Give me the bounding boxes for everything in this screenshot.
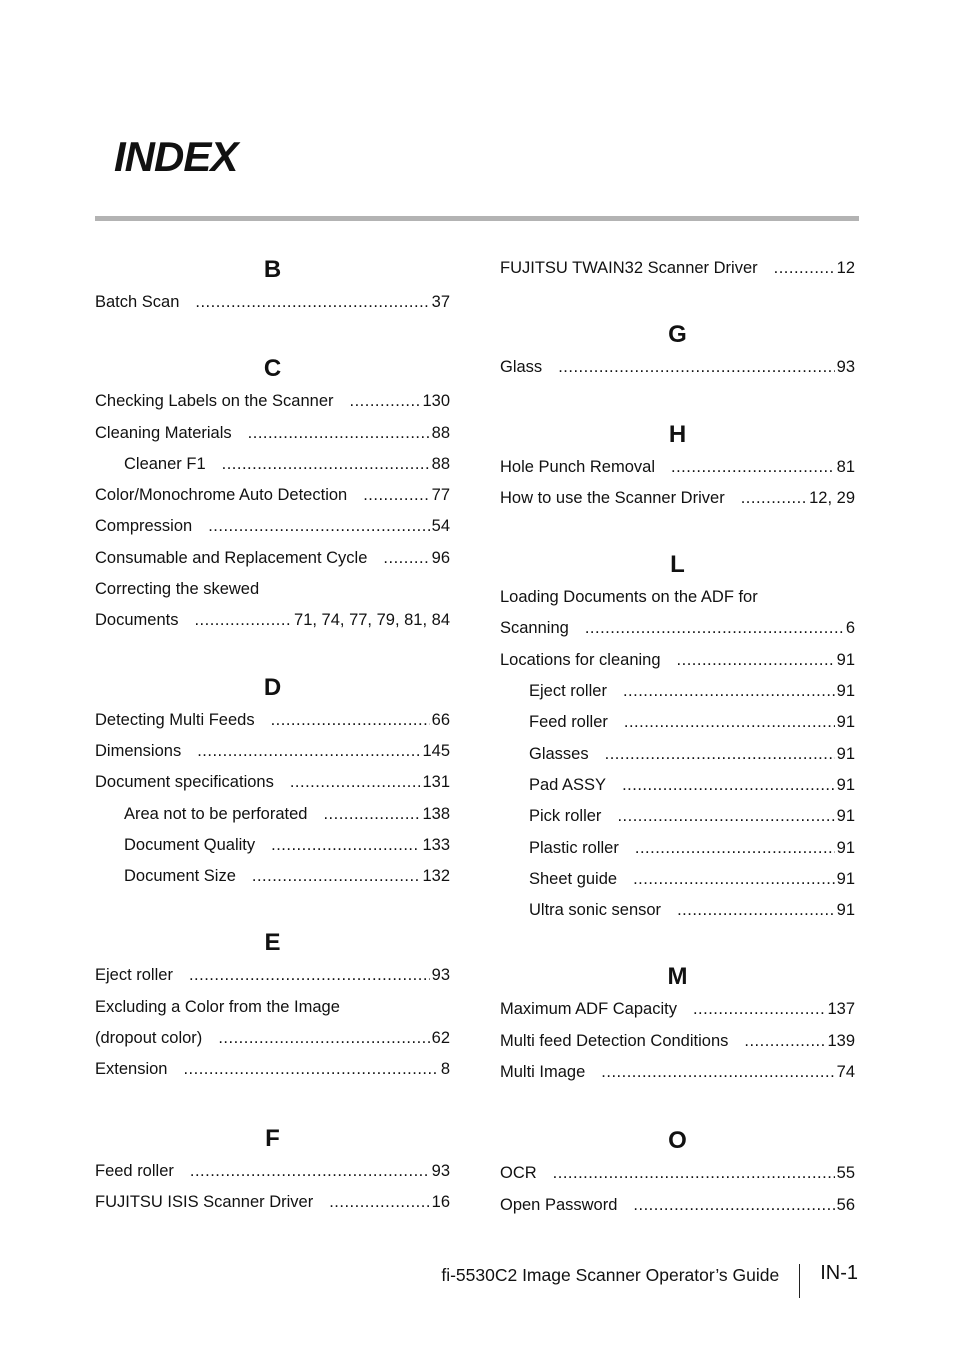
- entry-page: 91: [836, 650, 855, 669]
- entry-page: 93: [836, 358, 855, 377]
- index-entry[interactable]: [95, 736, 450, 767]
- entry-term: OCR: [500, 1164, 537, 1183]
- entry-page: 145: [422, 741, 450, 760]
- index-subentry[interactable]: [500, 707, 855, 738]
- index-entry[interactable]: [500, 253, 855, 284]
- page-footer: [441, 1258, 858, 1292]
- index-letter-b: B: [263, 256, 282, 283]
- entry-page: 6: [845, 619, 855, 638]
- entry-page: 132: [422, 867, 450, 886]
- entry-term: Cleaning Materials: [95, 423, 232, 442]
- index-entry[interactable]: [95, 511, 450, 542]
- entry-page: 138: [422, 804, 450, 823]
- index-entry[interactable]: [95, 705, 450, 736]
- title-divider: [95, 216, 859, 221]
- index-entry[interactable]: [500, 1057, 855, 1088]
- entry-term: Glasses: [529, 744, 589, 763]
- index-entry[interactable]: [95, 543, 450, 574]
- entry-term: Feed roller: [529, 713, 608, 732]
- index-entry[interactable]: [95, 480, 450, 511]
- index-entry[interactable]: [95, 960, 450, 991]
- index-letter-e: E: [264, 929, 281, 957]
- index-subentry[interactable]: [500, 864, 855, 895]
- index-entry[interactable]: [95, 605, 450, 636]
- entry-page: 93: [431, 1161, 450, 1180]
- index-entry[interactable]: [500, 352, 855, 383]
- index-entry[interactable]: [500, 483, 855, 514]
- index-letter-c: C: [263, 355, 282, 383]
- entry-term: Feed roller: [95, 1161, 174, 1180]
- index-subentry[interactable]: [500, 770, 855, 801]
- index-entry[interactable]: [500, 452, 855, 483]
- entry-term: Document specifications: [95, 773, 274, 792]
- index-subentry[interactable]: [95, 799, 450, 830]
- entry-term: Cleaner F1: [124, 454, 206, 473]
- entry-page: 91: [836, 713, 855, 732]
- entry-page: 37: [431, 293, 450, 311]
- index-letter-l: L: [670, 551, 685, 579]
- entry-term: Compression: [95, 517, 193, 536]
- entry-page: 74: [836, 1063, 855, 1082]
- entry-term: Plastic roller: [529, 838, 619, 857]
- entry-term: How to use the Scanner Driver: [500, 488, 725, 507]
- index-entry[interactable]: [500, 1190, 855, 1221]
- footer-guide-title: fi-5530C2 Image Scanner Operator’s Guide: [441, 1264, 780, 1285]
- entry-term: (dropout color): [95, 1029, 203, 1048]
- entry-page: 71, 74, 77, 79, 81, 84: [294, 611, 450, 630]
- index-entry[interactable]: [95, 418, 450, 449]
- entry-page: 96: [431, 548, 450, 567]
- entry-page: 137: [827, 1000, 855, 1019]
- index-entry[interactable]: [95, 1054, 450, 1085]
- index-column-right: [500, 253, 855, 1221]
- entry-term: Multi feed Detection Conditions: [500, 1031, 729, 1050]
- entry-page: 66: [431, 710, 450, 729]
- entry-term: Pick roller: [529, 807, 602, 826]
- entry-page: 55: [836, 1164, 855, 1183]
- entry-page: 91: [836, 901, 855, 920]
- index-letter-g: G: [668, 321, 687, 349]
- entry-term: Area not to be perforated: [124, 804, 308, 823]
- entry-term: Glass: [500, 358, 543, 377]
- index-entry[interactable]: [95, 767, 450, 798]
- index-entry[interactable]: [95, 1187, 450, 1218]
- index-entry-heading-line: [95, 574, 450, 605]
- entry-page: 93: [431, 966, 450, 985]
- entry-page: 91: [836, 807, 855, 826]
- entry-page: 91: [836, 744, 855, 763]
- entry-page: 62: [431, 1029, 450, 1048]
- footer-divider: [799, 1264, 800, 1298]
- entry-page: 131: [422, 773, 450, 792]
- index-entry[interactable]: [95, 287, 450, 318]
- index-entry[interactable]: [500, 613, 855, 644]
- index-letter-h: H: [668, 420, 687, 448]
- index-letter-o: O: [668, 1127, 687, 1155]
- footer-page-number: IN-1: [820, 1261, 858, 1284]
- entry-term: Scanning: [500, 619, 569, 638]
- entry-page: 133: [422, 835, 450, 854]
- index-entry[interactable]: [95, 1023, 450, 1054]
- index-entry[interactable]: [500, 1026, 855, 1057]
- entry-page: 88: [431, 454, 450, 473]
- entry-term: Consumable and Replacement Cycle: [95, 548, 368, 567]
- entry-page: 54: [431, 517, 450, 536]
- entry-page: 16: [431, 1192, 450, 1211]
- index-entry-heading-line: [500, 582, 855, 613]
- entry-term: Sheet guide: [529, 869, 618, 888]
- entry-page: 12, 29: [809, 488, 855, 507]
- entry-page: 56: [836, 1195, 855, 1214]
- entry-term: Locations for cleaning: [500, 650, 661, 669]
- entry-term: Excluding a Color from the Image: [95, 997, 340, 1016]
- entry-term: FUJITSU ISIS Scanner Driver: [95, 1192, 314, 1211]
- index-subentry[interactable]: [95, 861, 450, 892]
- entry-page: 91: [836, 838, 855, 857]
- entry-term: Document Size: [124, 867, 236, 886]
- entry-term: Batch Scan: [95, 293, 180, 311]
- entry-page: 77: [431, 486, 450, 505]
- index-letter-m: M: [667, 963, 688, 991]
- index-letter-f: F: [265, 1124, 280, 1152]
- entry-term: Correcting the skewed: [95, 580, 260, 599]
- entry-page: 91: [836, 682, 855, 701]
- entry-term: Loading Documents on the ADF for: [500, 588, 758, 607]
- entry-term: Ultra sonic sensor: [529, 901, 662, 920]
- index-subentry[interactable]: [95, 830, 450, 861]
- entry-page: 91: [836, 775, 855, 794]
- entry-page: 139: [827, 1031, 855, 1050]
- index-entry[interactable]: [500, 645, 855, 676]
- entry-page: 130: [422, 392, 450, 411]
- index-entry[interactable]: [500, 994, 855, 1025]
- index-entry-heading-line: [95, 992, 450, 1023]
- index-subentry[interactable]: [95, 449, 450, 480]
- entry-term: Extension: [95, 1060, 168, 1079]
- entry-term: Pad ASSY: [529, 775, 607, 794]
- entry-term: Hole Punch Removal: [500, 457, 655, 476]
- entry-page: 91: [836, 869, 855, 888]
- index-letter-d: D: [263, 673, 282, 701]
- entry-page: 12: [836, 259, 855, 277]
- entry-term: Open Password: [500, 1195, 618, 1214]
- entry-term: Maximum ADF Capacity: [500, 1000, 677, 1019]
- index-subentry[interactable]: [500, 676, 855, 707]
- entry-page: 8: [440, 1060, 450, 1079]
- entry-term: Dimensions: [95, 741, 182, 760]
- index-entry[interactable]: [500, 1158, 855, 1189]
- index-subentry[interactable]: [500, 833, 855, 864]
- index-entry[interactable]: [95, 1156, 450, 1187]
- entry-term: Documents: [95, 611, 179, 630]
- entry-term: Eject roller: [95, 966, 173, 985]
- index-subentry[interactable]: [500, 801, 855, 832]
- entry-page: 81: [836, 457, 855, 476]
- entry-term: Document Quality: [124, 835, 256, 854]
- index-subentry[interactable]: [500, 739, 855, 770]
- entry-term: Detecting Multi Feeds: [95, 710, 255, 729]
- index-entry[interactable]: [95, 386, 450, 417]
- entry-term: Color/Monochrome Auto Detection: [95, 486, 348, 505]
- page-title: INDEX: [114, 133, 238, 180]
- index-column-left: [95, 253, 450, 1218]
- entry-term: Eject roller: [529, 682, 607, 701]
- entry-term: Multi Image: [500, 1063, 586, 1082]
- entry-page: 88: [431, 423, 450, 442]
- entry-term: FUJITSU TWAIN32 Scanner Driver: [500, 259, 758, 277]
- entry-term: Checking Labels on the Scanner: [95, 392, 334, 411]
- index-subentry[interactable]: [500, 895, 855, 926]
